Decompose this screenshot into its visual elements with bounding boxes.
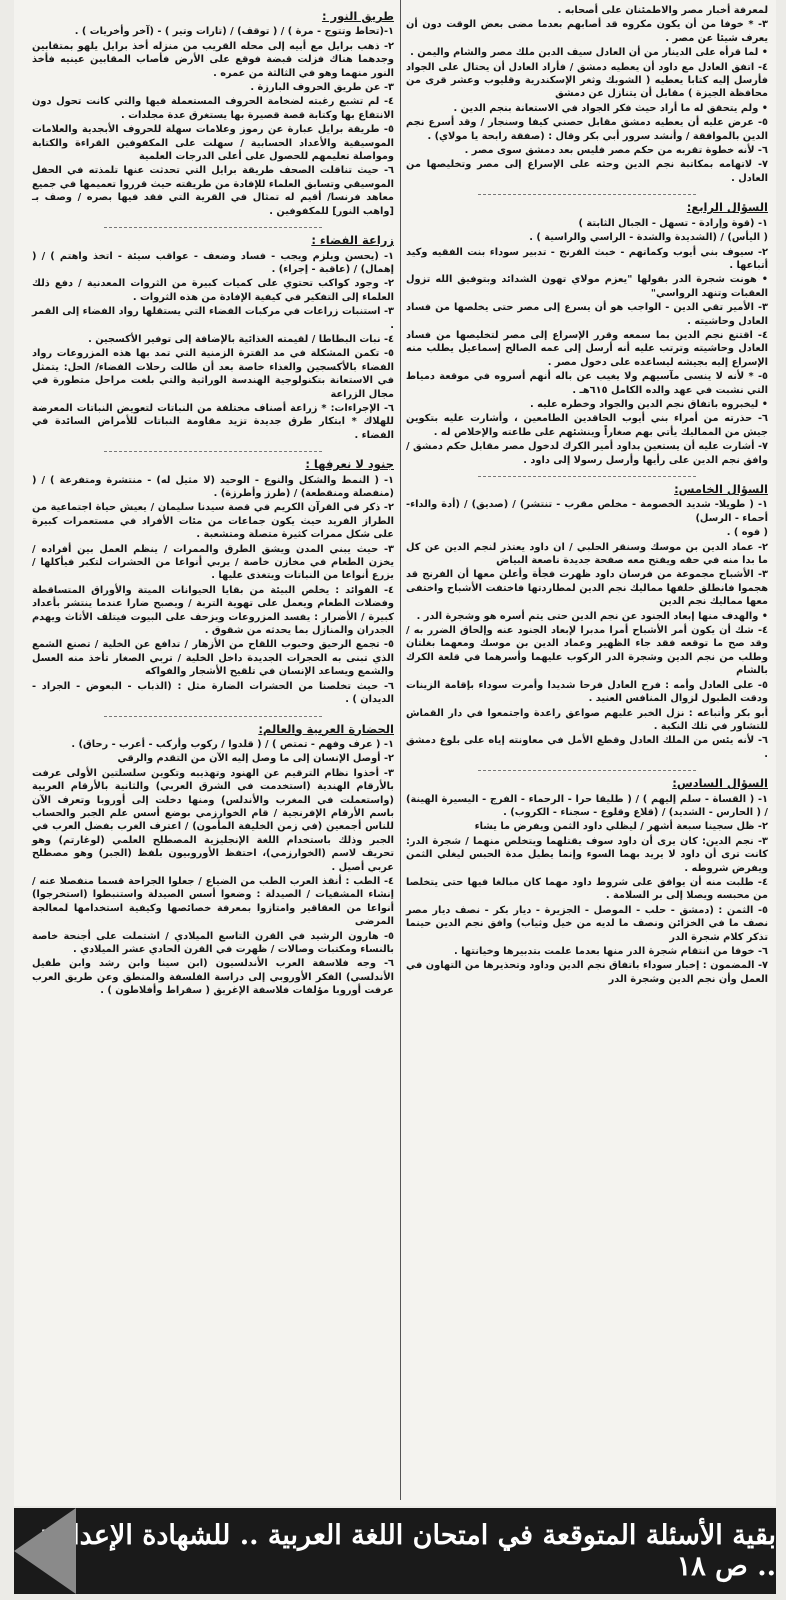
answer-line: ٢- أوصل الإنسان إلى ما وصل إليه الآن من التقدم والرقي xyxy=(117,753,394,765)
answer-line: ٦- لأنه خطوة تقربه من حكم مصر فليس بعد دمشق سوى مصر . xyxy=(464,145,768,157)
answer-line: ( فوه ) . xyxy=(726,527,768,539)
answer-line: ٣- أخذوا نظام الترقيم عن الهنود وتهذيبه وتكوين سلسلتين الأولى عرفت بالأرقام الهندية (استخدمت في الشرق العربي) والثانية بالأرقام العربية (واستعملت في المغرب والأندلس) ومنها دخلت إلى أوروبا وتعرف الآن باسم الأرقام الإفرنجية / قام الخوارزمي بوضع أسس علم الجبر والحساب للناس أجمعين (في زمن الخليفة المأمون) / اعترف الغرب بفضل العرب في الجبر وذلك باستخدام اللغة الإنجليزية المصطلح العلمي (لوغارتم) وهو تحريف لاسم (الخوارزمي)، احتفظ الأوروبيون بلفظ (الجبر) وهو مصطلح عربي أصيل . xyxy=(32,767,394,873)
answer-line: ١- ( القساة - سلم إليهم ) / ( طليقا حرا - الرحماء - الفرج - اليسيرة الهينة) / ( الحارس - الشديد) / (قلاع وقلوع - سجناء - الكروب) . xyxy=(406,793,768,818)
answer-line: • والهدف منها إبعاد الجنود عن نجم الدين حتى يتم أسره هو وشجرة الدر . xyxy=(416,610,768,622)
section-separator xyxy=(478,476,695,477)
section-heading: السؤال الخامس: xyxy=(674,482,768,496)
answer-line: ٣- حيث يبني المدن ويشق الطرق والممرات / ينظم العمل بين أفراده / يخزن الطعام في مخازن خاصة / يربي أنواعا من الحشرات لتكبر فيأكلها / يزرع أنواعا من النباتات ويتغذى عليها . xyxy=(32,543,394,582)
answer-line: ٥- على العادل وأمه : فرح العادل فرحا شديدا وأمرت سوداء بإقامة الزينات ودقت الطبول لزوال المنافس العنيد . xyxy=(406,679,768,705)
banner-text: بقية الأسئلة المتوقعة في امتحان اللغة العربية .. للشهادة الإعدادية .. ص ١٨ xyxy=(38,1520,776,1582)
answer-line: ٥- الثمن : (دمشق - حلب - الموصل - الجزيرة - ديار بكر - نصف ديار مصر نصف ما في الخزائن ونصف ما لديه من خيل وثياب) وافق نجم الدين حينما تذكر كلام شجرة الدر xyxy=(406,904,768,943)
answer-line: • ليخبروه باتفاق نجم الدين والجواد وخطره عليه . xyxy=(529,398,768,410)
answer-line: ١- (يحسن ويلزم ويجب - فساد وضعف - عواقب سيئة - اتخذ واهتم ) / ( إهمال) / (عاقبة - إجراء) . xyxy=(32,250,394,275)
answer-line: لمعرفة أخبار مصر والاطمئنان على أصحابه . xyxy=(557,5,768,16)
answer-line: ٥- عرض عليه أن يعطيه دمشق مقابل حصني كيفا وسنجار / وقد أسرع نجم الدين بالموافقة / وأنشد سرور أبي بكر وقال : (صفقة رابحة يا مولاي) . xyxy=(406,117,768,142)
left-column xyxy=(32,4,394,999)
section-heading: طريق النور : xyxy=(321,9,394,23)
section-heading: السؤال السادس: xyxy=(672,776,768,791)
answer-line: ٥- تجمع الرحيق وحبوب اللقاح من الأزهار / تدافع عن الخلية / تصنع الشمع الذي تبنى به الحجرات الجديدة داخل الخلية / تربي الصغار تأخذ منه العسل والشمع ويساعد الإنسان في تلقيح الأشجار والفواكه xyxy=(32,639,394,678)
answer-line: ٦- حذرته من أمراء بني أيوب الحاقدين الطامعين ، وأشارت عليه بتكوين جيش من المماليك يأتي بهم صغاراً وينشئهم على طاعته والإخلاص له . xyxy=(406,413,768,438)
section-heading: الحضارة العربية والعالم: xyxy=(258,721,394,736)
answer-line: ٧- المضمون : إخبار سوداء باتفاق نجم الدين وداود وتحذيرها من التهاون في العمل وأن نجم الدين وشجرة الدر xyxy=(406,960,768,985)
answer-line: أبو بكر وأتباعه : نزل الخبر عليهم صواعق راعدة واجتمعوا في دار القماش للتشاور في تلك النكبة . xyxy=(406,707,768,732)
answer-line: ٤- اقتنع نجم الدين بما سمعه وقرر الإسراع إلى مصر لتخليصها من فساد العادل وحاشيته وترتب عليه أنه أرسل إلى عمه الصالح إسماعيل يطلب منه الإسراع إليه بجيشه ليساعده على دخول مصر . xyxy=(406,329,768,368)
answer-line: ٤- اتفق العادل مع داود أن يعطيه دمشق / فأراد العادل أن يحتال على الجواد فأرسل إليه كتابا يعطيه ( الشوبك وثغر الإسكندرية وقليوب وعشر قرى من محافظة الجيزة ) مقابل أن يتنازل عن دمشق xyxy=(406,61,768,100)
newspaper-page xyxy=(14,0,776,1506)
answer-line: ٢- سيوف بني أيوب وكماتهم - خبث الفرنج - تدبير سوداء بنت الفقيه وكيد أتباعها . xyxy=(406,246,768,271)
section-separator xyxy=(478,194,695,195)
answer-line: ٣- استنبات زراعات في مركبات الفضاء التي يستقلها رواد الفضاء إلى القمر . xyxy=(32,306,394,331)
answer-line: ٣- عن طريق الحروف البارزة . xyxy=(250,82,394,94)
section-separator xyxy=(104,716,321,717)
answer-line: ٢- عماد الدين بن موسك وسنقر الحلبي / ان داود يعتذر لنجم الدين عن كل ما بدا منه في حقه ويفتح معه صفحة جديدة ناصعة البياض xyxy=(406,541,768,567)
answer-line: ١- ( النمط والشكل والنوع - الوحيد (لا مثيل له) - منتشرة ومتفرعة ) / ( (منفصلة ومنقطعة) / (طرز وأطرزة) . xyxy=(32,474,394,499)
answer-line: ٢- وجود كواكب تحتوي على كميات كبيرة من الثروات المعدنية / دفع ذلك العلماء إلى التفكير في كيفية الإفادة من هذه الثروات . xyxy=(32,278,394,303)
answer-line: ٧- أشارت عليه أن يستعين بداود أمير الكرك لدخول مصر مقابل حكم دمشق / وافق نجم الدين على رأيها وأرسل رسولا إلى داود . xyxy=(405,441,768,466)
continuation-banner xyxy=(14,1508,776,1594)
answer-line: ٦- خوفا من انتقام شجرة الدر منها بعدما علمت بتدبيرها وخيانتها . xyxy=(453,946,768,957)
answer-line: ٢- ذهب برايل مع أبيه إلى محله القريب من منزله أخذ برايل يلهو بمتقابين وجدهما هناك فزلت قبضة فوقع على الأرض فأصاب المقابين عينيه فأخذ النور منهما وهو في الثالثة من عمره . xyxy=(32,40,394,79)
answer-line: ٤- نبات البطاطا / لقيمته الغذائية بالإضافة إلى توفير الأكسجين . xyxy=(88,333,394,345)
column-divider xyxy=(400,0,401,1500)
answer-line: ٤- الطب : أنقذ العرب الطب من الضياع / جعلوا الجراحة قسما منفصلا عنه / إنشاء المشفيات / الصيدلة : وضعوا أسس الصيدلة واستنبطوا (استخرجوا) أنواعا من العقاقير وامتازوا بمعرفة خصائصها وكيفية استخدامها لمعالجة المرضى xyxy=(32,875,394,928)
answer-line: ٣- نجم الدين: كان يرى أن داود سوف يقتلهما ويتخلص منهما / شجرة الدر: كانت ترى أن داود لا يريد بهما السوء وإنما يطيل مدة الحبس ليغلي الثمن ويفرض شروطه . xyxy=(406,835,768,874)
answer-line: ٢- ظل سجينا سبعة أشهر / ليظلي داود الثمن ويفرض ما يشاء xyxy=(474,821,768,833)
answer-line: ٦- وجه فلاسفة العرب الأندلسيون (ابن سينا وابن رشد وابن طفيل الأندلسي) الفكر الأوروبي إلى دراسة الفلسفة والمنطق وعن طريق العرب عرفت أوروبا مؤلفات فلاسفة الإغريق ( سقراط وأفلاطون ) . xyxy=(32,958,394,997)
answer-line: ٤- لم تشبع رغبته لضخامة الحروف المستعملة فيها والتي كانت تحول دون الانتفاع بها وكتابة قصة قصيرة بها يستغرق عدة مجلدات . xyxy=(32,96,394,121)
answer-line: ٣- الأمير تقي الدين - الواجب هو أن يسرع إلى مصر حتى يخلصها من فساد العادل وحاشيته . xyxy=(406,302,768,327)
section-separator xyxy=(478,770,695,771)
answer-line: • هونت شجرة الدر بقولها "يعزم مولاي تهون الشدائد وبتوفيق الله تزول العقبات وتنهد الرواسي" xyxy=(406,274,768,299)
answer-line: ١- ( عرف وفهم - تمتص ) / ( قلدوا / ركوب وأركب - أعرب - رحاق) . xyxy=(71,738,394,750)
answer-line: ٤- طلبت منه أن يوافق على شروط داود مهما كان مبالغا فيها حتى يتخلصا من محبسه ويصلا إلى بر السلامة . xyxy=(406,876,768,902)
answer-line: ( اليأس) / (الشديدة والشدة - الراسي والراسية ) . xyxy=(529,232,768,244)
answer-line: ١- ( طويلا- شديد الخصومة - مخلص مقرب - تنتشر) / (صديق) / (أدة والداء- أحماء - الرسل) xyxy=(406,499,768,524)
answer-line: ٤- الفوائد : يخلص البيئة من بقايا الحيوانات الميتة والأوراق المتساقطة وفضلات الطعام ويعمل على تهوية التربة / ويصبح ضارا عندما ينتشر بأعداد كبيرة / الأضرار : يفسد المزروعات ويزحف على البيوت فيتلف الأثاث ويهدم الجدران والمنازل بما يحدثه من شقوق . xyxy=(32,584,394,637)
section-separator xyxy=(104,451,321,452)
section-heading: السؤال الرابع: xyxy=(686,200,768,215)
right-column xyxy=(406,4,768,987)
answer-line: ١- (قوة وإرادة - تسهل - الجبال الثابتة ) xyxy=(578,217,768,229)
answer-line: ٦- لأنه يئس من الملك العادل وقطع الأمل في معاونته إياه على بلوغ دمشق . xyxy=(406,735,768,760)
answer-line: ٦- الإجراءات: * زراعة أصناف مختلفة من النباتات لتعويض النباتات المعرضة للهلاك * ابتكار طرق جديدة تزيد مقاومة النباتات للأمراض السائدة في الفضاء . xyxy=(32,402,394,441)
answer-line: ٤- شك أن يكون أمر الأشباح أمرا مدبرا لإبعاد الجنود عنه وإلحاق الضرر به / وقد صح ما توقعه فقد جاء الظهير وعماد الدين بن موسك ومعهما بغلتان وطلب من نجم الدين وشجرة الدر الركوب عليهما وأسرهما في قلعة الكرك بالشام xyxy=(406,625,768,677)
answer-line: ٦- حيث تناقلت الصحف طريقة برايل التي تحدثت عنها تلمذته في الحفل الموسيقي وتسابق العلماء للإفادة من طريقته حيث قرروا تعميمها في جميع معاهد فرنسا/ أقيم له تمثال في القرية التي فقد فيها بصره / وصف بـ [واهب النور] للمكفوفين . xyxy=(32,165,394,217)
answer-line: ٥- تكمن المشكلة في مد الفترة الزمنية التي تمد بها هذه المزروعات رواد الفضاء بالأكسجين والغذاء خاصة بعد أن طالت رحلات الفضاء/ الحل: يتمثل في الاستعانة بتكنولوجية الهندسة الوراثية والتي بلغت مراحل متطورة في مجال الزراعة xyxy=(32,348,394,400)
answer-line: ٣- * خوفا من أن يكون مكروه قد أصابهم بعدما مضى بعض الوقت دون أن يعرف شيئا عن مصر . xyxy=(406,19,768,44)
section-separator xyxy=(104,227,321,228)
answer-line: • ولم يتحقق له ما أراد حيث فكر الجواد في الاستعانة بنجم الدين . xyxy=(453,102,768,114)
answer-line: ٦- حيث تخلصنا من الحشرات الضارة مثل : (الذباب - البعوض - الجراد - الديدان ) . xyxy=(32,680,394,706)
answer-line: ٢- ذكر في القرآن الكريم في قصة سيدنا سليمان / يعيش حياة اجتماعية من الطراز الفريد حيث يكون جماعات من مئات الأفراد في مستعمرات كبيرة على شكل ممرات كثيرة متصلة ومتشعبة . xyxy=(32,502,394,541)
answer-line: • لما قرأه على الدينار من أن العادل سيف الدين ملك مصر والشام واليمن . xyxy=(410,47,768,59)
section-heading: جنود لا نعرفها : xyxy=(305,457,394,472)
answer-line: ١-(تحاط وتتوج - مرة ) / ( توقف) / (تارات وتير ) - (آخر وأخريات ) . xyxy=(74,26,394,38)
answer-line: ٧- لاتهامه بمكاتبة نجم الدين وحثه على الإسراع إلى مصر وتخليصها من العادل . xyxy=(406,159,768,184)
answer-line: ٥- هارون الرشيد في القرن التاسع الميلادي / اشتملت على أجنحة خاصة بالنساء ومكتبات وصالات / ظهرت في القرن الحادي عشر الميلادي . xyxy=(32,930,394,955)
answer-line: ٥- * لأنه لا ينسى مآسيهم ولا يغيب عن باله أنهم أسروه في موقعة دمياط التي نشبت في عهد والده الكامل ٦١٥هـ . xyxy=(406,371,768,396)
answer-line: ٥- طريقة برايل عبارة عن رموز وعلامات سهلة للحروف الأبجدية والعلامات الموسيقية والأعداد الحسابية / سهلت على المكفوفين القراءة والكتابة ومواصلة تعليمهم للحصول على أعلى الدرجات العلمية xyxy=(32,124,394,163)
section-heading: زراعة الفضاء : xyxy=(311,233,394,248)
left-arrow-icon xyxy=(14,1508,76,1594)
answer-line: ٣- الأشباح مجموعة من فرسان داود ظهرت فجأة وأعلن معها أن الفرنج قد هجموا فانطلق خلفها مماليك نجم الدين لمطاردتها فاختفت الأشباح واختفى معها مماليك نجم الدين xyxy=(406,569,768,608)
